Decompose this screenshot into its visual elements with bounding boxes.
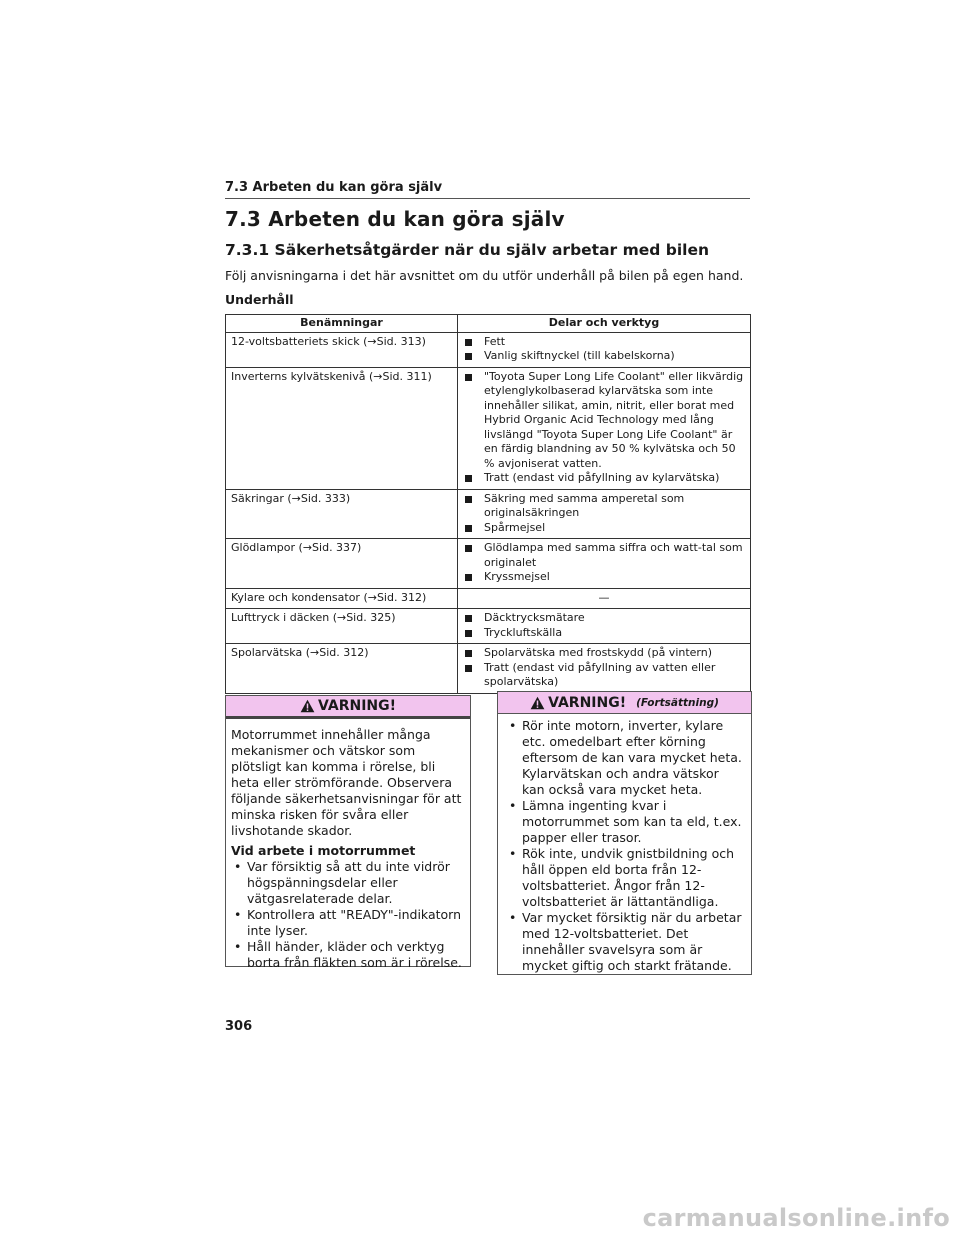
running-head: 7.3 Arbeten du kan göra själv — [225, 180, 750, 199]
row-name: Säkringar (→Sid. 333) — [226, 489, 458, 539]
row-name: Spolarvätska (→Sid. 312) — [226, 644, 458, 694]
row-tools — [458, 367, 751, 489]
table-row — [226, 539, 751, 589]
row-name: Lufttryck i däcken (→Sid. 325) — [226, 609, 458, 644]
list-item: • Var mycket försiktig när du arbetar med 12-voltsbatteriet. Det innehåller svavelsyra som är mycket giftig och starkt frätande. — [506, 910, 743, 974]
row-tools — [458, 332, 751, 367]
tool-item: Spolarvätska med frostskydd (på vintern) — [463, 646, 745, 661]
tool-item: "Toyota Super Long Life Coolant" eller likvärdig etylenglykolbaserad kylarvätska som inte innehåller silikat, amin, nitrit, eller borat med Hybrid Organic Acid Technology med lång livslängd "Toyota Super Long Life Coolant" är en färdig blandning av 50 % kylvätska och 50 % avjoniserat vatten. — [463, 370, 745, 472]
section-title: 7.3 Arbeten du kan göra själv — [225, 207, 565, 231]
table-row — [226, 489, 751, 539]
list-item: • Rör inte motorn, inverter, kylare etc. omedelbart efter körning eftersom de kan vara mycket heta. Kylarvätskan och andra vätskor kan också vara mycket heta. — [506, 718, 743, 798]
row-tools — [458, 609, 751, 644]
table-row — [226, 609, 751, 644]
list-item: • Håll händer, kläder och verktyg borta från fläkten som är i rörelse. — [231, 939, 465, 971]
row-name: Kylare och kondensator (→Sid. 312) — [226, 588, 458, 609]
tool-item: Kryssmejsel — [463, 570, 745, 585]
row-tools — [458, 539, 751, 589]
tool-item: Vanlig skiftnyckel (till kabelskorna) — [463, 349, 745, 364]
intro-text: Följ anvisningarna i det här avsnittet om du utför underhåll på bilen på egen hand. — [225, 268, 744, 283]
row-name: 12-voltsbatteriets skick (→Sid. 313) — [226, 332, 458, 367]
table-row — [226, 367, 751, 489]
table-row — [226, 644, 751, 694]
list-item: • Kontrollera att "READY"-indikatorn inte lyser. — [231, 907, 465, 939]
column-header-tools: Delar och verktyg — [458, 315, 751, 333]
row-name: Inverterns kylvätskenivå (→Sid. 311) — [226, 367, 458, 489]
table-caption: Underhåll — [225, 292, 294, 307]
warning-header — [498, 692, 751, 714]
watermark: carmanualsonline.info — [642, 1204, 950, 1232]
tool-item: Tratt (endast vid påfyllning av vatten eller spolarvätska) — [463, 661, 745, 690]
tool-item: Däcktrycksmätare — [463, 611, 745, 626]
warning-body — [226, 719, 470, 971]
page-number: 306 — [225, 1019, 253, 1034]
warning-triangle-icon — [300, 699, 315, 713]
maintenance-table — [225, 314, 751, 694]
tool-item: Fett — [463, 335, 745, 350]
list-item: • Var försiktig så att du inte vidrör högspänningsdelar eller vätgasrelaterade delar. — [231, 859, 465, 907]
tool-item: Tryckluftskälla — [463, 626, 745, 641]
warning-title: VARNING! — [317, 698, 397, 714]
tool-item: Glödlampa med samma siffra och watt-tal som originalet — [463, 541, 745, 570]
list-item: • Lämna ingenting kvar i motorrummet som kan ta eld, t.ex. papper eller trasor. — [506, 798, 743, 846]
tool-item: Säkring med samma amperetal som originalsäkringen — [463, 492, 745, 521]
row-tools — [458, 489, 751, 539]
tool-item: Tratt (endast vid påfyllning av kylarvätska) — [463, 471, 745, 486]
warning-header — [226, 696, 470, 719]
warning-box-left — [225, 695, 471, 970]
warning-text: Motorrummet innehåller många mekanismer och vätskor som plötsligt kan komma i rörelse, bli heta eller strömförande. Observera följande säkerhetsanvisningar för att minska risken för svåra eller livshotande skador. — [231, 727, 462, 838]
warning-list — [231, 859, 465, 971]
warning-body — [498, 714, 751, 974]
warning-title: VARNING! — [548, 694, 627, 711]
warning-triangle-icon — [530, 696, 545, 710]
row-tools — [458, 644, 751, 694]
list-item: • Rök inte, undvik gnistbildning och håll öppen eld borta från 12-voltsbatteriet. Ångor från 12-voltsbatteriet är lättantändliga. — [506, 846, 743, 910]
warning-continuation: (Fortsättning) — [636, 696, 719, 709]
warning-list — [506, 718, 743, 974]
table-row — [226, 332, 751, 367]
row-tools-none: — — [458, 588, 751, 609]
warning-subheading: Vid arbete i motorrummet — [231, 843, 416, 858]
table-header-row — [226, 315, 751, 333]
subsection-title: 7.3.1 Säkerhetsåtgärder när du själv arbetar med bilen — [225, 241, 710, 259]
column-header-names: Benämningar — [226, 315, 458, 333]
table-row — [226, 588, 751, 609]
warning-box-right — [497, 691, 752, 975]
row-name: Glödlampor (→Sid. 337) — [226, 539, 458, 589]
tool-item: Spårmejsel — [463, 521, 745, 536]
